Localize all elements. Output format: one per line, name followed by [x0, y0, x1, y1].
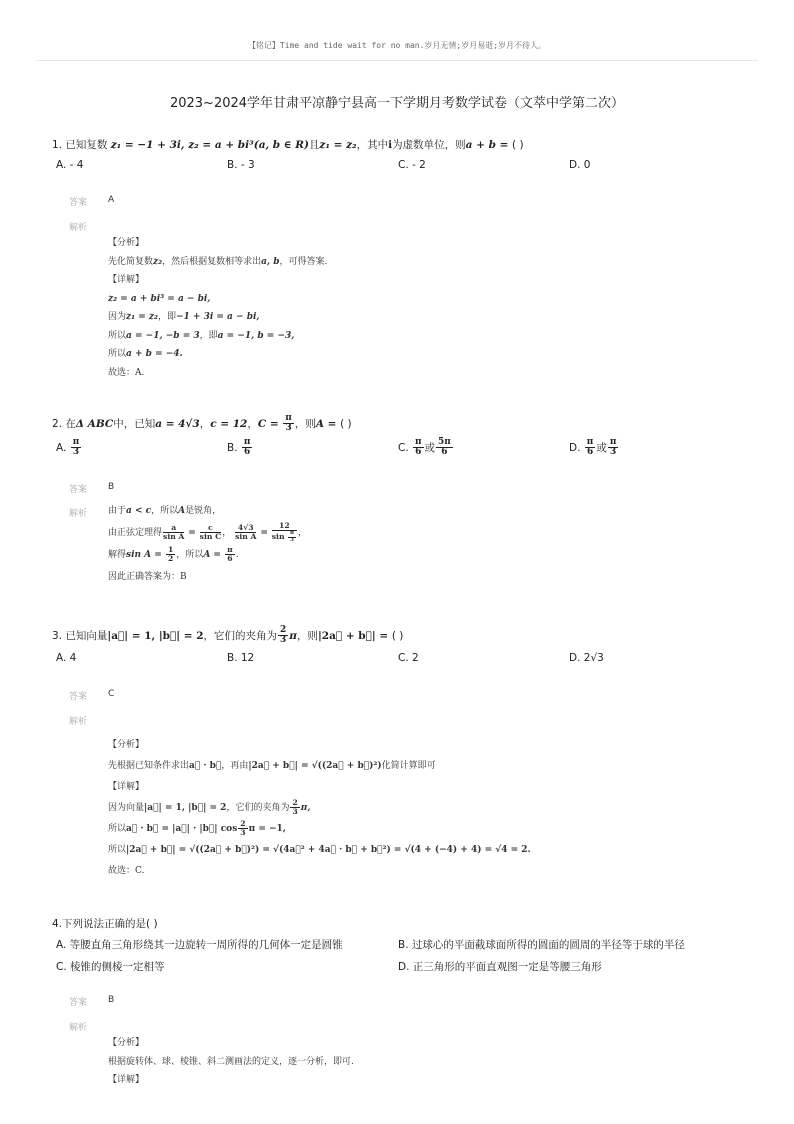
q3-sol-line3: 所以a⃗ · b⃗ = |a⃗| · |b⃗| cos $\frac{2}{3}$ π = −1,: [108, 818, 286, 837]
q1-i: i: [388, 139, 393, 151]
q1-prefix: 已知复数: [65, 139, 108, 151]
q1-solution: [108, 234, 327, 382]
q4-solution: 【分析】 根据旋转体、球、棱锥、斜二测画法的定义，逐一分析，即可. 【详解】: [108, 1038, 354, 1085]
q1-analysis-label: 解析: [69, 223, 88, 233]
q1-sol-line5: 所以a + b = −4.: [108, 349, 183, 359]
q3-option-b[interactable]: B. 12: [227, 652, 255, 664]
q4-answer-label: 答案: [69, 998, 88, 1008]
q1-sol-line3: 因为z₁ = z₂，即−1 + 3i = a − bi,: [108, 312, 260, 322]
q4-answer: B: [108, 995, 115, 1005]
q4-option-d[interactable]: D. 正三角形的平面直观图一定是等腰三角形: [398, 961, 602, 973]
q1-sol-h2: 【详解】: [108, 275, 145, 285]
q3-solution: 【分析】 先根据已知条件求出a⃗ · b⃗，再由|2a⃗ + b⃗| = √((2a⃗ + b⃗)²)化简计算即可 【详解】 因为向量|a⃗| = 1, |b⃗| = 2，它们的夹角为 $\frac{2}{3}$ π, 所以a⃗ · b⃗ = |a⃗| · |b⃗| cos $\frac{2}{3}$ π = −1, 所以|2a⃗ + b⃗| = √((2a⃗ + b⃗)²) = √(4a⃗² + 4a⃗ · b⃗ + b⃗²) = √(4 + (−4) + 4) = √4 = 2. 故选：C.: [108, 735, 531, 882]
question-3-stem: 3. 已知向量|a⃗| = 1, |b⃗| = 2，它们的夹角为 $\frac{2}{3}$ π，则|2a⃗ + b⃗| = ( ): [52, 625, 404, 646]
q1-expr: z₁ = −1 + 3i, z₂ = a + bi³(a, b ∈ R): [110, 139, 309, 151]
q1-cond: z₁ = z₂: [319, 139, 357, 151]
q2-stem-frac: $\frac{\pi}{3}$: [285, 413, 292, 434]
q1-sol-line1: 先化简复数z₂，然后根据复数相等求出a, b，可得答案.: [108, 256, 328, 267]
q3-answer-label: 答案: [69, 692, 88, 702]
q1-option-a[interactable]: A. - 4: [56, 159, 84, 171]
q1-option-c[interactable]: C. - 2: [398, 159, 426, 171]
q4-analysis-label: 解析: [69, 1023, 88, 1033]
q1-answer-label: 答案: [69, 198, 88, 208]
q1-sol-line4: 所以a = −1, −b = 3，即a = −1, b = −3,: [108, 330, 295, 341]
q2-answer-label: 答案: [69, 485, 88, 495]
q1-option-b[interactable]: B. - 3: [227, 159, 255, 171]
q1-suffix: ，其中: [356, 139, 389, 151]
question-1-stem: [52, 137, 524, 152]
q2-option-c[interactable]: C. $\frac{\pi}{6}$ 或 $\frac{5\pi}{6}$: [398, 437, 451, 458]
q2-analysis-label: 解析: [69, 509, 88, 519]
q1-option-d[interactable]: D. 0: [569, 159, 591, 171]
page-motto: 【铭记】Time and tide wait for no man.岁月无情;岁月易逝;岁月不待人。: [247, 41, 547, 50]
q3-analysis-label: 解析: [69, 717, 88, 727]
question-4-stem: 4.下列说法正确的是( ): [52, 918, 158, 930]
q1-answer: A: [108, 195, 115, 205]
q3-option-d[interactable]: D. 2√3: [569, 652, 604, 664]
q3-answer: C: [108, 689, 115, 699]
page-title: 2023~2024学年甘肃平凉静宁县高一下学期月考数学试卷（文萃中学第二次）: [169, 96, 625, 111]
q2-option-a[interactable]: A. $\frac{\pi}{3}$: [56, 437, 80, 458]
q1-number: 1.: [52, 139, 63, 151]
q2-sol-line1: 由于a < c，所以A是锐角，: [108, 506, 222, 516]
q3-sol-line1: 先根据已知条件求出a⃗ · b⃗，再由|2a⃗ + b⃗| = √((2a⃗ + b⃗)²)化简计算即可: [108, 761, 436, 771]
q2-option-b[interactable]: B. $\frac{\pi}{6}$: [227, 437, 251, 458]
q3-option-c[interactable]: C. 2: [398, 652, 419, 664]
q2-answer: B: [108, 482, 115, 492]
q1-sol-h1: 【分析】: [108, 238, 145, 248]
q1-suffix2: 为虚数单位，则: [392, 139, 466, 151]
q2-sol-line2: 由正弦定理得 $\frac{a}{\text{sin A}}$ = $\frac{c}{\text{sin C}}$ ， $\frac{4√3}{\text{sin A}}$ = 12 sin $\frac{\pi}{3}$ ，: [108, 521, 307, 543]
q4-option-b[interactable]: B. 过球心的平面截球面所得的圆面的圆周的半径等于球的半径: [398, 939, 685, 951]
q2-option-d[interactable]: D. $\frac{\pi}{6}$ 或 $\frac{\pi}{3}$: [569, 437, 617, 458]
q2-solution: [108, 500, 307, 588]
q4-option-c[interactable]: C. 棱锥的侧棱一定相等: [56, 961, 165, 973]
q1-mid: 且: [308, 139, 320, 151]
q2-sol-line3: 解得sin A = $\frac{1}{2}$ ，所以A = $\frac{\pi}{6}$ .: [108, 544, 239, 563]
question-2-stem: 2. 在Δ ABC中，已知a = 4√3，c = 12，C = $\frac{\pi}{3}$ ，则A = ( ): [52, 413, 352, 434]
q3-sol-line5: 故选：C.: [108, 866, 145, 876]
q1-sol-line6: 故选：A.: [108, 367, 145, 378]
q2-sol-line4: 因此正确答案为：B: [108, 572, 187, 582]
q1-blank: ( ): [512, 139, 524, 151]
q1-target: a + b =: [465, 139, 513, 151]
q1-sol-line2: z₂ = a + bi³ = a − bi,: [108, 293, 211, 304]
q4-option-a[interactable]: A. 等腰直角三角形绕其一边旋转一周所得的几何体一定是圆锥: [56, 939, 343, 951]
q3-sol-line4: 所以|2a⃗ + b⃗| = √((2a⃗ + b⃗)²) = √(4a⃗² + 4a⃗ · b⃗ + b⃗²) = √(4 + (−4) + 4) = √4 = 2.: [108, 845, 531, 855]
header-divider: [36, 60, 758, 61]
q3-sol-line2: 因为向量|a⃗| = 1, |b⃗| = 2，它们的夹角为 $\frac{2}{3}$ π,: [108, 797, 311, 816]
q3-option-a[interactable]: A. 4: [56, 652, 77, 664]
